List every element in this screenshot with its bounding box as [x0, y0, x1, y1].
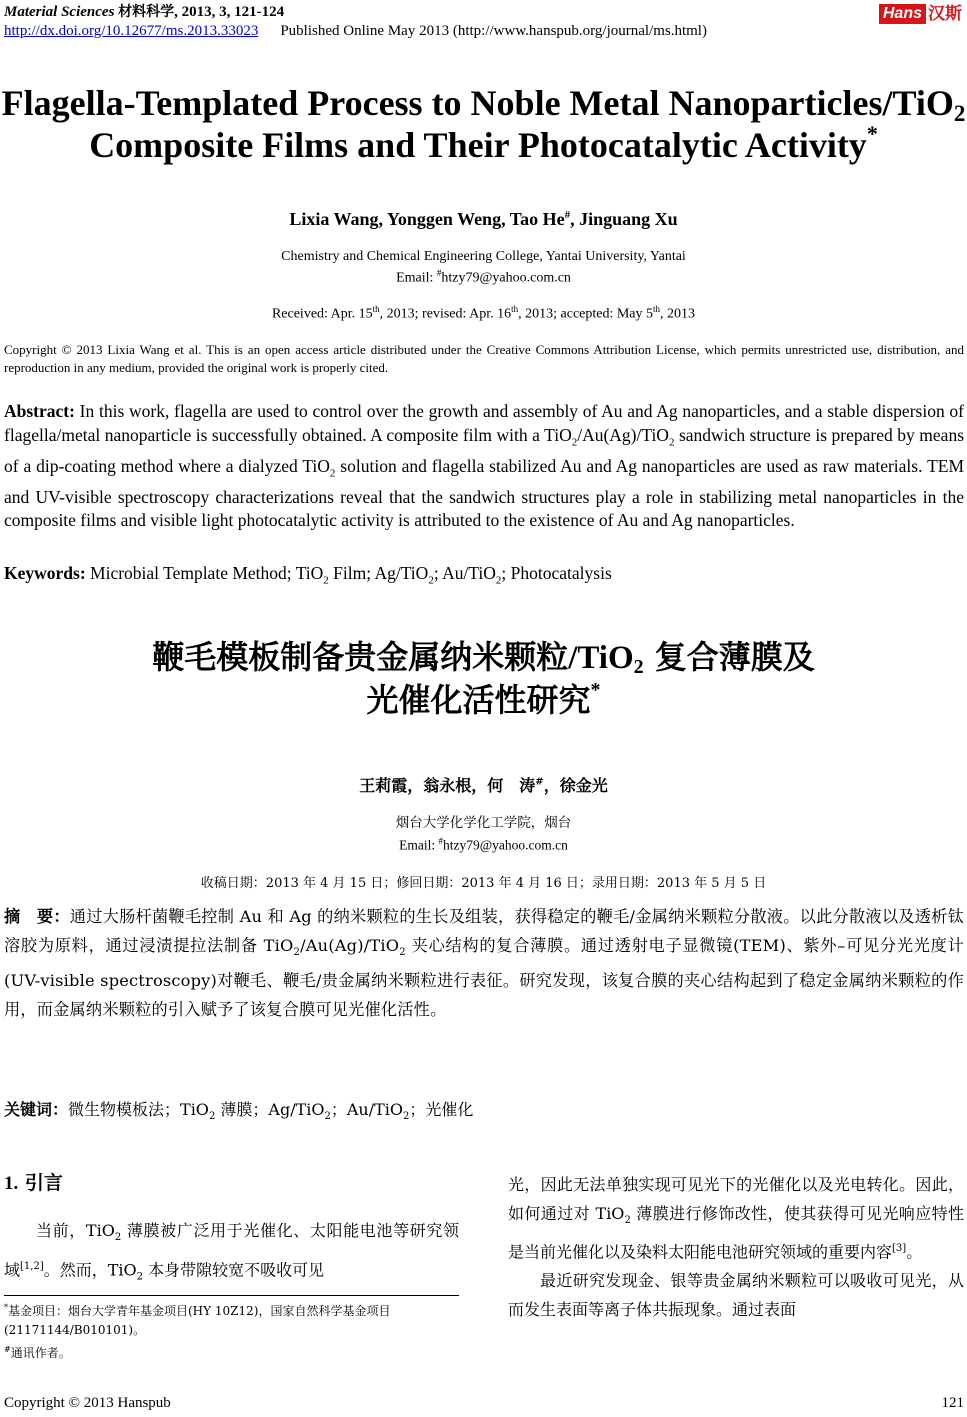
page-header [4, 3, 964, 41]
footnotes [4, 1298, 459, 1363]
email-cn: Email: #htzy79@yahoo.com.cn [399, 836, 568, 853]
intro-paragraph-2: 最近研究发现金、银等贵金属纳米颗粒可以吸收可见光，从而发生表面等离子体共振现象。通过表面 [508, 1271, 964, 1319]
abstract-en: Abstract: In this work, flagella are used to control over the growth and assembly of Au and Ag nanoparticles, and a stable dispersion of flagella/metal nanoparticle is successfully obtained. A composite film with a TiO$_2$/Au(Ag)/TiO$_2$ sandwich structure is prepared by means of a dip-coating method where a dialyzed TiO$_2$ solution and flagella stabilized Au and Ag nanoparticles are used as raw materials. TEM and UV-visible spectroscopy characterizations reveal that the sandwich structures play a role in stabilizing metal nanoparticles in the composite films and visible light photocatalytic activity is attributed to the existence of Au and Ag nanoparticles. [4, 401, 965, 531]
published-info: Published Online May 2013 (http://www.hanspub.org/journal/ms.html) [280, 23, 707, 39]
intro-paragraph-1: 当前，TiO$_2$ 薄膜被广泛用于光催化、太阳能电池等研究领域[1,2]。然而，TiO$_2$ 本身带隙较宽不吸收可见 [4, 1221, 459, 1283]
affiliation-en: Chemistry and Chemical Engineering College, Yantai University, Yantai Email: #htzy79@yahoo.com.cn [0, 248, 967, 287]
journal-issue: , 2013, 3, 121-124 [174, 4, 285, 20]
hans-logo-cn: 汉斯 [928, 4, 962, 24]
footnote-funding: *基金项目：烟台大学青年基金项目(HY 10Z12)，国家自然科学基金项目(21171144/B010101)。 [4, 1303, 391, 1337]
page-number: 121 [941, 1395, 964, 1411]
keywords-cn: 关键词：微生物模板法；TiO$_2$ 薄膜；Ag/TiO$_2$；Au/TiO$_2$；光催化 [4, 1100, 474, 1123]
title-en-line1: Flagella-Templated Process to Noble Metal Nanoparticles/TiO$_2$ [1, 83, 966, 126]
journal-name: Material Sciences 材料科学 [4, 4, 175, 20]
footer-copyright: Copyright © 2013 Hanspub [4, 1395, 171, 1411]
body-column-right [508, 1171, 964, 1324]
footnote-corresponding: #通讯作者。 [4, 1345, 71, 1360]
copyright-notice: Copyright © 2013 Lixia Wang et al. This is an open access article distributed under the Creative Commons Attribution License, which permits unrestricted use, distribution, and reproduction in any medium, provided the original work is properly cited. [4, 342, 964, 375]
title-cn [0, 636, 967, 721]
footnote-divider [4, 1295, 459, 1296]
abstract-cn: 摘 要：通过大肠杆菌鞭毛控制 Au 和 Ag 的纳米颗粒的生长及组装，获得稳定的鞭毛/金属纳米颗粒分散液。以此分散液以及透析钛溶胶为原料，通过浸渍提拉法制备 TiO$_2$/Au(Ag)/TiO$_2$ 夹心结构的复合薄膜。通过透射电子显微镜(TEM)、紫外–可见分光光度计(UV-visible spectroscopy)对鞭毛、鞭毛/贵金属纳米颗粒进行表征。研究发现，该复合膜的夹心结构起到了稳定金属纳米颗粒的作用，而金属纳米颗粒的引入赋予了该复合膜可见光催化活性。 [4, 907, 964, 1019]
email-en: Email: #htzy79@yahoo.com.cn [396, 268, 571, 286]
doi-link[interactable]: http://dx.doi.org/10.12677/ms.2013.33023 [4, 23, 259, 39]
page-footer [4, 1395, 964, 1412]
intro-paragraph-1-cont: 光，因此无法单独实现可见光下的光催化以及光电转化。因此，如何通过对 TiO$_2$ 薄膜进行修饰改性，使其获得可见光响应特性是当前光催化以及染料太阳能电池研究领域的重要内容[3]。 [508, 1175, 964, 1262]
doi-line [4, 22, 964, 41]
received-dates-en: Received: Apr. 15th, 2013; revised: Apr. 16th, 2013; accepted: May 5th, 2013 [271, 304, 696, 322]
title-en-line2: Composite Films and Their Photocatalytic Activity* [89, 121, 878, 165]
affiliation-cn: 烟台大学化学化工学院，烟台 Email: #htzy79@yahoo.com.cn [0, 814, 967, 855]
hans-logo-latin: Hans [879, 4, 926, 24]
authors-cn: 王莉霞，翁永根，何 涛#，徐金光 [359, 776, 608, 795]
keywords-en: Keywords: Microbial Template Method; TiO$_2$ Film; Ag/TiO$_2$; Au/TiO$_2$; Photocatalysis [4, 563, 612, 587]
journal-line [4, 3, 964, 22]
body-column-left [4, 1170, 459, 1292]
section-heading-intro: 1. 引言 [4, 1172, 63, 1194]
received-dates-cn: 收稿日期：2013 年 4 月 15 日；修回日期：2013 年 4 月 16 日；录用日期：2013 年 5 月 5 日 [200, 876, 767, 891]
hans-logo [879, 4, 962, 24]
title-en [0, 82, 967, 166]
authors-en: Lixia Wang, Yonggen Weng, Tao He#, Jinguang Xu [289, 209, 678, 229]
title-cn-line2: 光催化活性研究* [366, 679, 601, 719]
title-cn-line1: 鞭毛模板制备贵金属纳米颗粒/TiO$_2$ 复合薄膜及 [152, 638, 815, 678]
